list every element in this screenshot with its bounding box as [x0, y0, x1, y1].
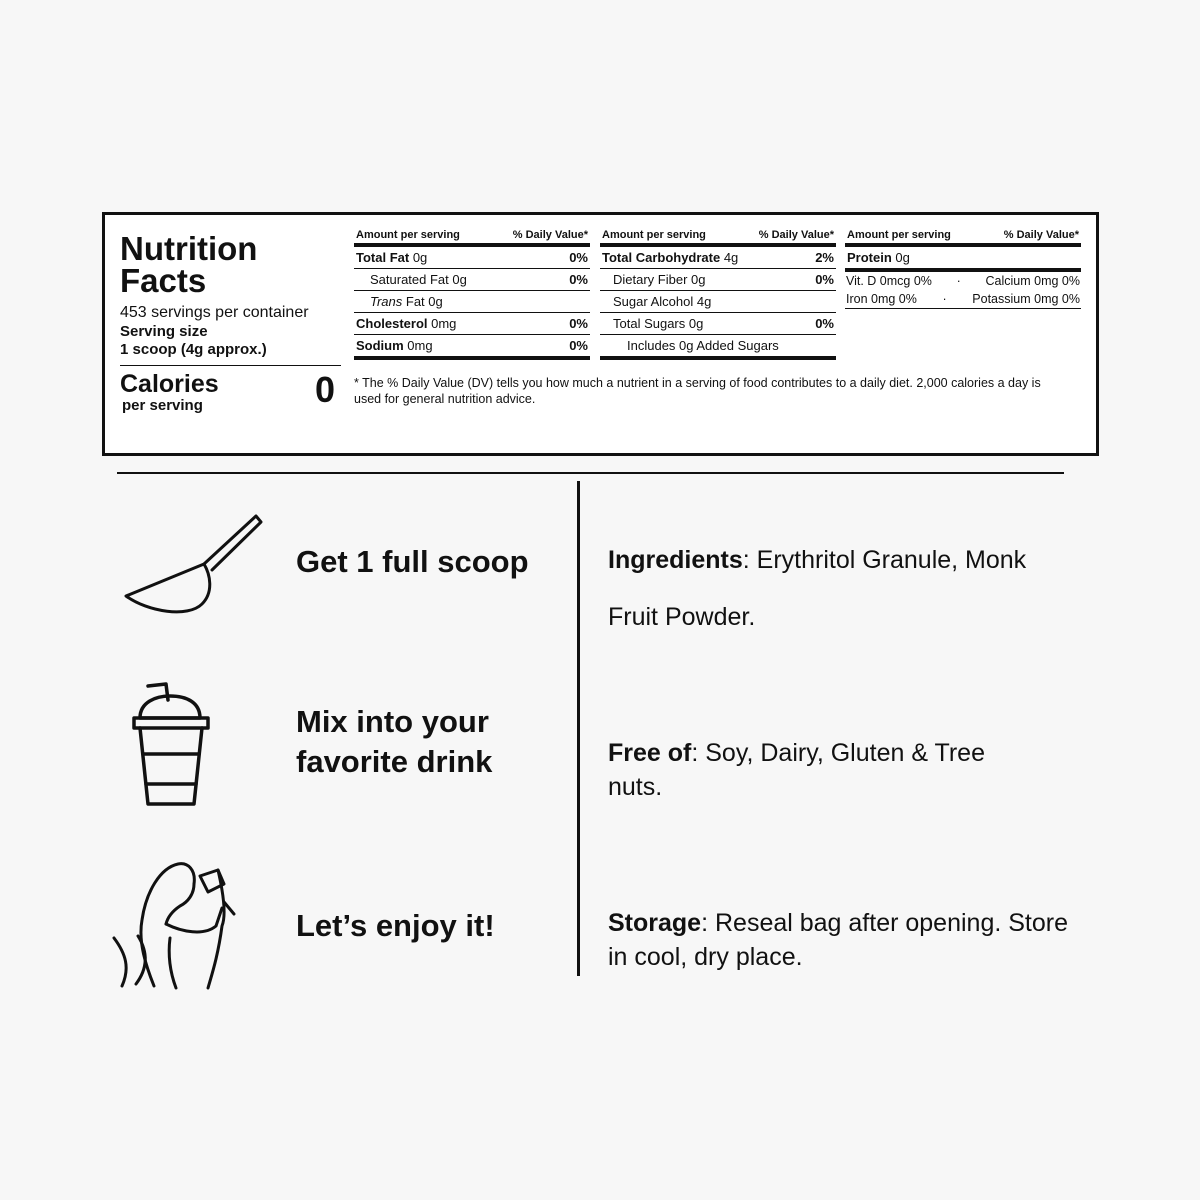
nutrient-dv: 0%: [569, 272, 588, 287]
drinking-person-icon: [108, 856, 258, 990]
nutrient-amount: Fat 0g: [405, 294, 443, 309]
nutrient-row-total-carbohydrate: [600, 247, 836, 269]
serving-size-label: Serving size: [120, 323, 208, 340]
storage-label: Storage: [608, 909, 702, 937]
servings-per-container: 453 servings per container: [120, 304, 309, 321]
nutrient-amount: Sugar Alcohol 4g: [613, 294, 712, 309]
header-dv: % Daily Value*: [1003, 229, 1079, 241]
nutrient-name: Cholesterol: [356, 316, 428, 331]
mineral-potassium: Potassium 0mg 0%: [972, 292, 1080, 306]
nutrient-amount: 0mg: [403, 338, 433, 353]
scoop-icon: [118, 508, 268, 620]
step-enjoy-label: Let’s enjoy it!: [296, 908, 495, 943]
nutrition-facts-panel: [102, 212, 1099, 456]
header-amount: Amount per serving: [356, 229, 460, 241]
mineral-vitd: Vit. D 0mcg 0%: [846, 274, 932, 288]
mineral-row: [845, 290, 1081, 309]
mineral-row: [845, 272, 1081, 290]
column-header: [354, 229, 590, 247]
nutrient-name: Protein: [847, 250, 892, 265]
nutrient-dv: 0%: [569, 316, 588, 331]
nutrient-row-saturated-fat: [354, 269, 590, 291]
free-of-label: Free of: [608, 739, 692, 767]
nutrient-amount: Saturated Fat 0g: [370, 272, 467, 287]
header-dv: % Daily Value*: [512, 229, 588, 241]
calories-divider: [120, 365, 341, 366]
nutrient-row-protein: [845, 247, 1081, 272]
free-of-text: : Soy, Dairy, Gluten & Tree nuts.: [608, 739, 985, 801]
cup-icon: [128, 680, 218, 808]
nutrient-dv: 0%: [569, 250, 588, 265]
nutrient-row-sodium: [354, 335, 590, 360]
ingredients-line-1: [608, 543, 1088, 577]
header-amount: Amount per serving: [602, 229, 706, 241]
nutrient-amount: 4g: [720, 250, 739, 265]
nutrient-name: Total Carbohydrate: [602, 250, 721, 265]
nutrient-row-sugar-alcohol: [600, 291, 836, 313]
calories-value: 0: [315, 369, 336, 410]
nutrient-row-total-sugars: [600, 313, 836, 335]
nutrient-amount: 0g: [891, 250, 910, 265]
calories-sub-label: per serving: [122, 397, 203, 414]
nutrient-name: Sodium: [356, 338, 404, 353]
nutrient-amount: Total Sugars 0g: [613, 316, 704, 331]
nutrient-dv: 0%: [815, 316, 834, 331]
nutrient-column-fat: [354, 229, 590, 360]
calories-label: Calories: [120, 370, 219, 398]
nutrient-dv: 2%: [815, 250, 834, 265]
column-header: [600, 229, 836, 247]
nutrient-amount: Dietary Fiber 0g: [613, 272, 706, 287]
nutrient-row-dietary-fiber: [600, 269, 836, 291]
ingredients-label: Ingredients: [608, 546, 743, 574]
nutrient-row-added-sugars: [600, 335, 836, 360]
serving-size-value: 1 scoop (4g approx.): [120, 341, 267, 358]
column-divider: [577, 481, 580, 976]
step-scoop-label: Get 1 full scoop: [296, 544, 529, 579]
ingredients-text: : Erythritol Granule, Monk: [742, 546, 1027, 574]
nutrition-title: Nutrition Facts: [120, 230, 258, 299]
nutrient-column-protein: [845, 229, 1081, 309]
nutrient-row-total-fat: [354, 247, 590, 269]
free-of-info: [608, 736, 1038, 804]
ingredients-text-2: Fruit Powder.: [608, 603, 756, 631]
separator-dot: ·: [942, 292, 947, 306]
header-dv: % Daily Value*: [758, 229, 834, 241]
nutrient-dv: 0%: [815, 272, 834, 287]
nutrient-amount: Includes 0g Added Sugars: [627, 338, 779, 353]
nutrient-row-cholesterol: [354, 313, 590, 335]
nutrient-amount: 0g: [409, 250, 428, 265]
separator-dot: ·: [956, 274, 961, 288]
section-divider: [117, 472, 1064, 474]
nutrient-amount: 0mg: [427, 316, 457, 331]
nutrient-row-trans-fat: [354, 291, 590, 313]
mineral-calcium: Calcium 0mg 0%: [985, 274, 1080, 288]
step-mix-label: Mix into your favorite drink: [296, 704, 493, 779]
storage-text: : Reseal bag after opening. Store in cool, dry place.: [608, 909, 1069, 971]
nutrient-column-carbs: [600, 229, 836, 360]
column-header: [845, 229, 1081, 247]
nutrient-dv: 0%: [569, 338, 588, 353]
trans-label: Trans: [370, 294, 403, 309]
mineral-iron: Iron 0mg 0%: [846, 292, 917, 306]
header-amount: Amount per serving: [847, 229, 951, 241]
storage-info: [608, 906, 1068, 974]
daily-value-footnote: * The % Daily Value (DV) tells you how much a nutrient in a serving of food contributes to a daily diet. 2,000 calories a day is used for general nutrition advice.: [354, 376, 1041, 406]
nutrient-name: Total Fat: [356, 250, 410, 265]
